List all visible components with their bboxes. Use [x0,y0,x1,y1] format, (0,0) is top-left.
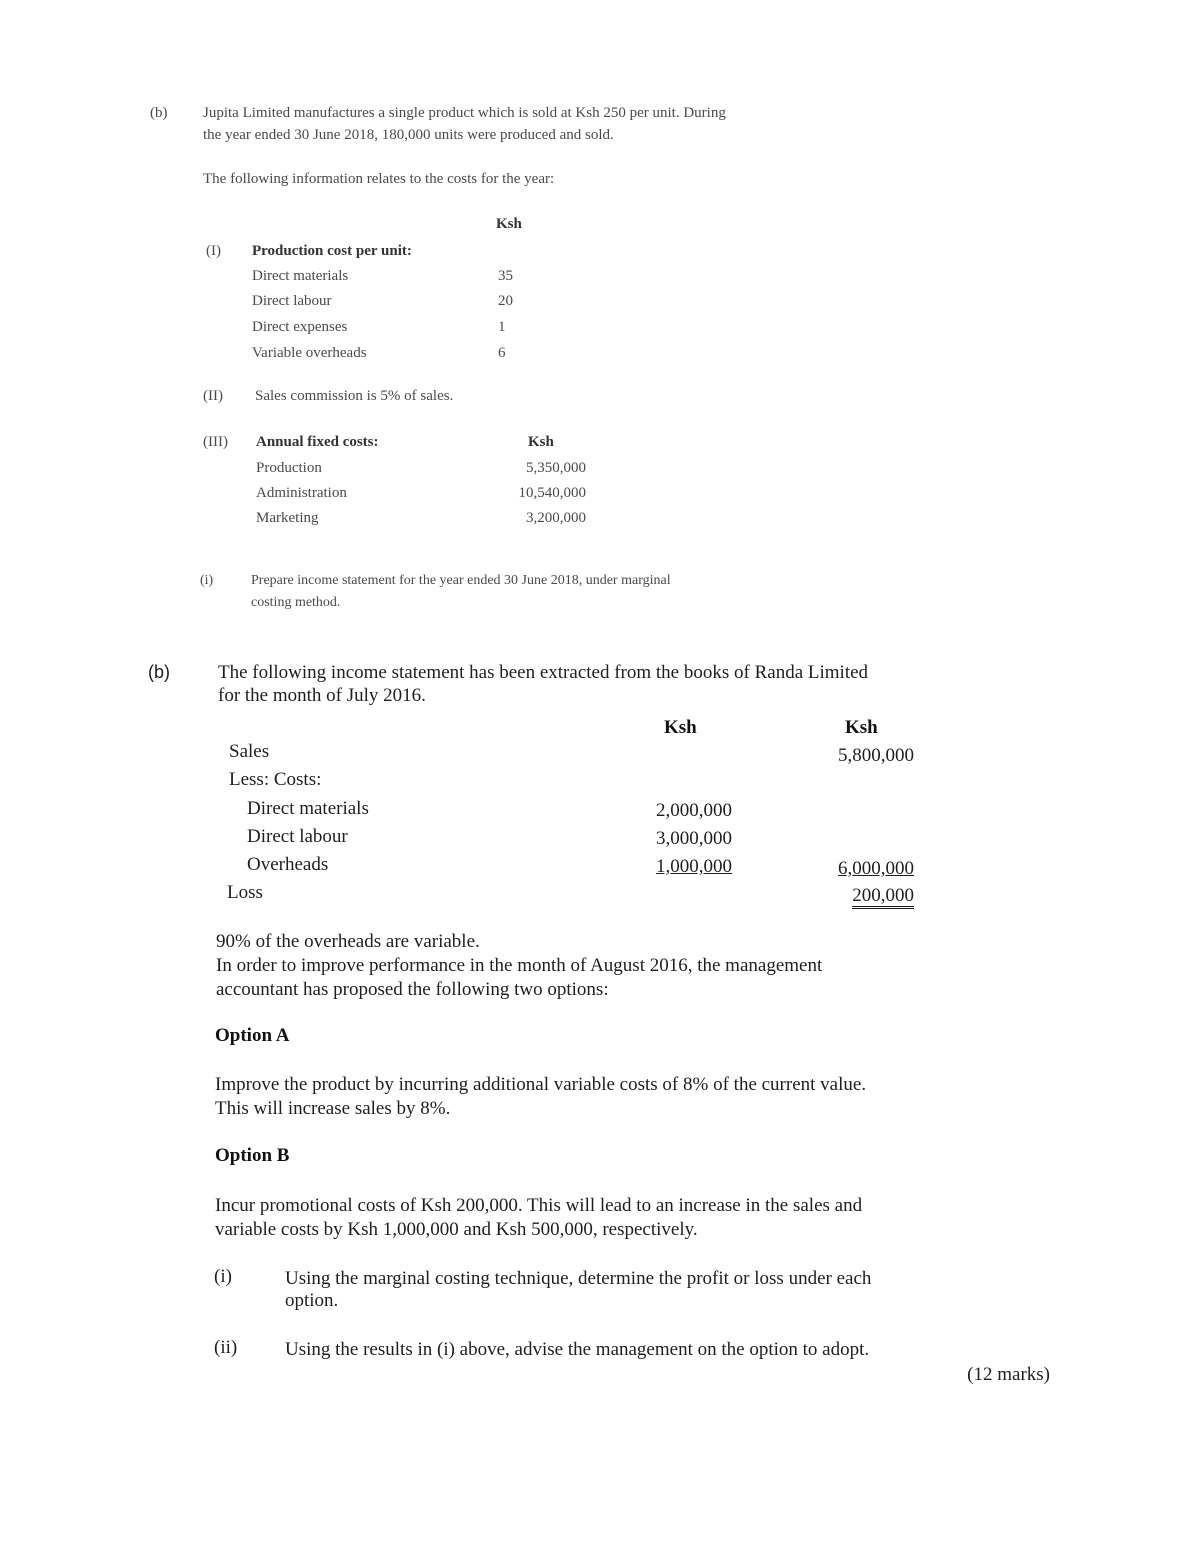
section-numeral: (II) [203,388,223,404]
task-line: Prepare income statement for the year ended 30 June 2018, under marginal [251,573,671,588]
cost-value: 1,000,000 [656,856,732,877]
note-line: 90% of the overheads are variable. [216,931,480,952]
note-line: accountant has proposed the following two options: [216,979,609,1000]
currency-header: Ksh [496,216,522,232]
note-line: In order to improve performance in the month of August 2016, the management [216,955,823,976]
marks-label: (12 marks) [967,1364,1050,1385]
option-b-line: variable costs by Ksh 1,000,000 and Ksh 500,000, respectively. [215,1219,698,1240]
section-heading: Production cost per unit: [252,243,412,259]
intro-line: the year ended 30 June 2018, 180,000 units were produced and sold. [203,127,614,143]
cost-value: 6 [498,345,506,361]
total-costs-cell [790,858,914,880]
loss-value: 200,000 [852,885,914,909]
fixed-cost-value: 5,350,000 [526,460,586,476]
section-numeral: (I) [206,243,221,259]
sales-value: 5,800,000 [838,745,914,766]
cost-label: Direct materials [247,798,369,819]
cost-label: Direct labour [252,293,332,309]
option-b-line: Incur promotional costs of Ksh 200,000. This will lead to an increase in the sales and [215,1195,863,1216]
intro-line: for the month of July 2016. [218,685,426,706]
question-marker: (b) [150,105,168,121]
task-line: Using the marginal costing technique, determine the profit or loss under each [285,1268,872,1289]
loss-label: Loss [227,882,263,903]
currency-header: Ksh [528,434,554,450]
total-costs-value: 6,000,000 [838,858,914,879]
section-text: Sales commission is 5% of sales. [255,388,454,404]
cost-label: Direct materials [252,268,349,284]
option-a-line: This will increase sales by 8%. [215,1098,451,1119]
cost-value: 3,000,000 [656,828,732,849]
task-numeral: (ii) [214,1337,238,1358]
intro-line: Jupita Limited manufactures a single product which is sold at Ksh 250 per unit. During [203,105,726,121]
loss-value-cell [790,885,914,907]
option-a-line: Improve the product by incurring additional variable costs of 8% of the current value. [215,1074,867,1095]
intro-line: The following income statement has been extracted from the books of Randa Limited [218,662,869,683]
less-costs-label: Less: Costs: [229,769,322,790]
cost-label: Direct expenses [252,319,348,335]
cost-label: Direct labour [247,826,348,847]
section-numeral: (III) [203,434,228,450]
sales-label: Sales [229,741,270,762]
cost-value: 35 [498,268,513,284]
info-line: The following information relates to the costs for the year: [203,171,555,187]
overheads-value-cell [610,856,732,878]
task-numeral: (i) [200,573,214,588]
section-heading: Annual fixed costs: [256,434,379,450]
question-marker: (b) [148,662,170,682]
fixed-cost-value: 10,540,000 [518,485,586,501]
fixed-cost-label: Administration [256,485,347,501]
column-header: Ksh [845,717,878,738]
cost-value: 2,000,000 [656,800,732,821]
option-b-heading: Option B [215,1145,290,1166]
cost-label: Overheads [247,854,329,875]
column-header: Ksh [664,717,697,738]
cost-value: 1 [498,319,506,335]
fixed-cost-label: Marketing [256,510,319,526]
cost-label: Variable overheads [252,345,367,361]
task-line: option. [285,1290,339,1311]
task-line: Using the results in (i) above, advise the management on the option to adopt. [285,1339,870,1360]
cost-value: 20 [498,293,513,309]
option-a-heading: Option A [215,1025,290,1046]
task-numeral: (i) [214,1266,232,1287]
fixed-cost-label: Production [256,460,322,476]
fixed-cost-value: 3,200,000 [526,510,586,526]
task-line: costing method. [251,595,341,610]
